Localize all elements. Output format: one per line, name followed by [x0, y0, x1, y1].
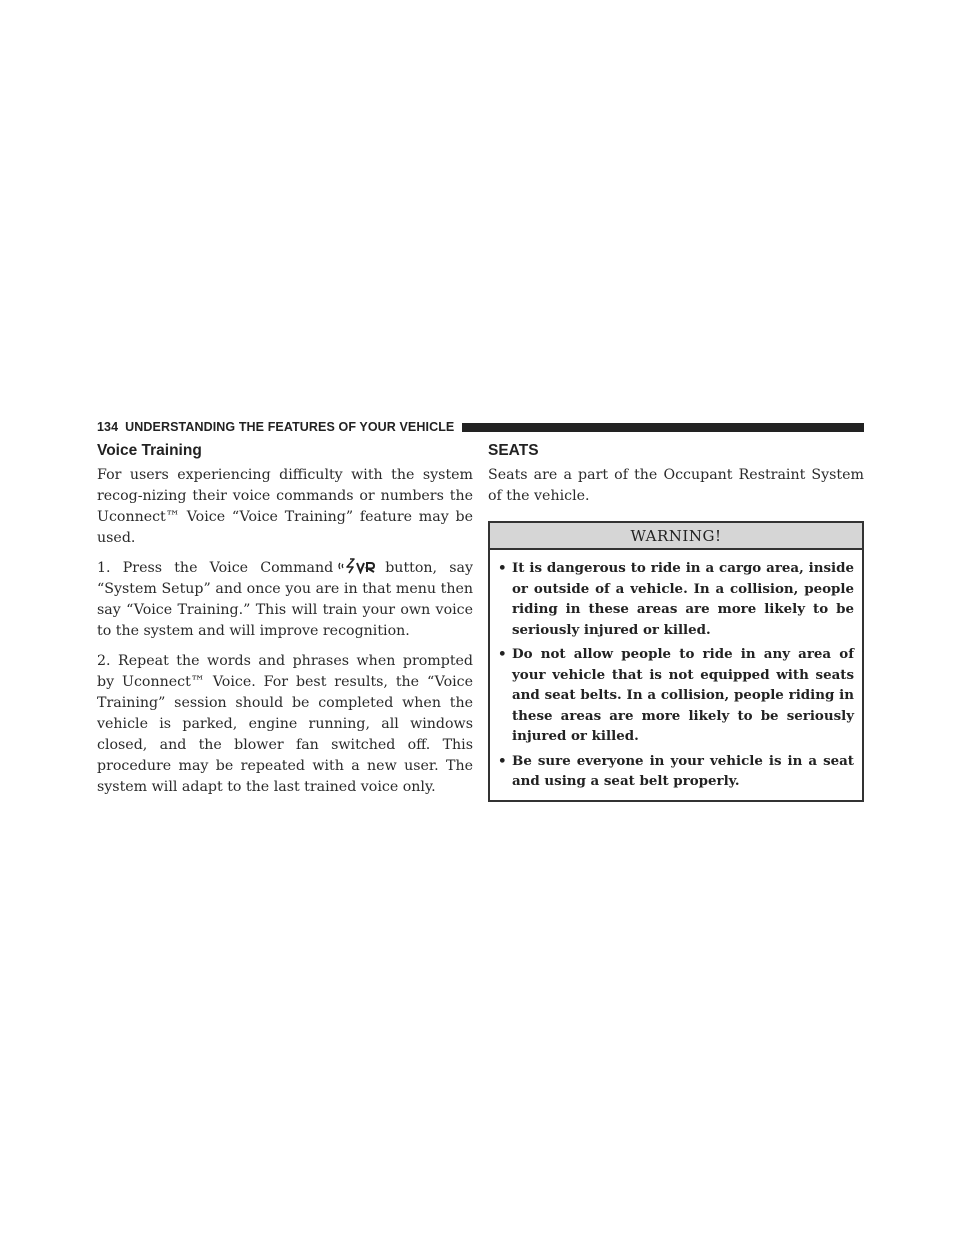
header-rule	[462, 423, 864, 432]
bullet: •	[498, 752, 507, 769]
right-column	[488, 441, 864, 802]
voice-training-step-2: 2. Repeat the words and phrases when prompted by Uconnect™ Voice. For best results, the “Voice Training” session should be completed when the vehicle is parked, engine running, all windows closed, and the blower fan switched off. This procedure may be repeated with a new user. The system will adapt to the last trained voice only.	[97, 653, 473, 795]
warning-item-text: Be sure everyone in your vehicle is in a seat and using a seat belt properly.	[512, 752, 854, 789]
seats-intro: Seats are a part of the Occupant Restraint System of the vehicle.	[488, 467, 864, 504]
step-1-text-before: 1. Press the Voice Command	[97, 560, 334, 576]
voice-training-step-1	[97, 558, 473, 642]
seats-heading: SEATS	[488, 442, 539, 459]
warning-item-text: It is dangerous to ride in a cargo area, inside or outside of a vehicle. In a collision, people riding in these areas are more likely to be seriously injured or killed.	[512, 560, 854, 638]
warning-item	[498, 558, 854, 640]
page-header	[97, 419, 864, 435]
section-title: UNDERSTANDING THE FEATURES OF YOUR VEHICLE	[125, 420, 455, 434]
warning-box	[488, 521, 864, 802]
voice-command-vr-icon	[337, 558, 381, 574]
warning-item	[498, 751, 854, 792]
voice-training-heading: Voice Training	[97, 442, 202, 459]
voice-training-intro: For users experiencing difficulty with the system recog-nizing their voice commands or numbers the Uconnect™ Voice “Voice Training” feature may be used.	[97, 467, 473, 546]
page-number: 134	[97, 420, 119, 434]
warning-item-text: Do not allow people to ride in any area of your vehicle that is not equipped with seats and seat belts. In a collision, people riding in these areas are more likely to be seriously injured or killed.	[512, 646, 854, 744]
left-column	[97, 441, 473, 807]
warning-item	[498, 644, 854, 747]
warning-title: WARNING!	[490, 523, 862, 550]
warning-list	[490, 550, 862, 800]
bullet: •	[498, 646, 507, 662]
step-1-text-after: button, say “System Setup” and once you are in that menu then say “Voice Training.” This will train your own voice to the system and will improve recognition.	[97, 560, 473, 639]
bullet: •	[498, 560, 507, 576]
